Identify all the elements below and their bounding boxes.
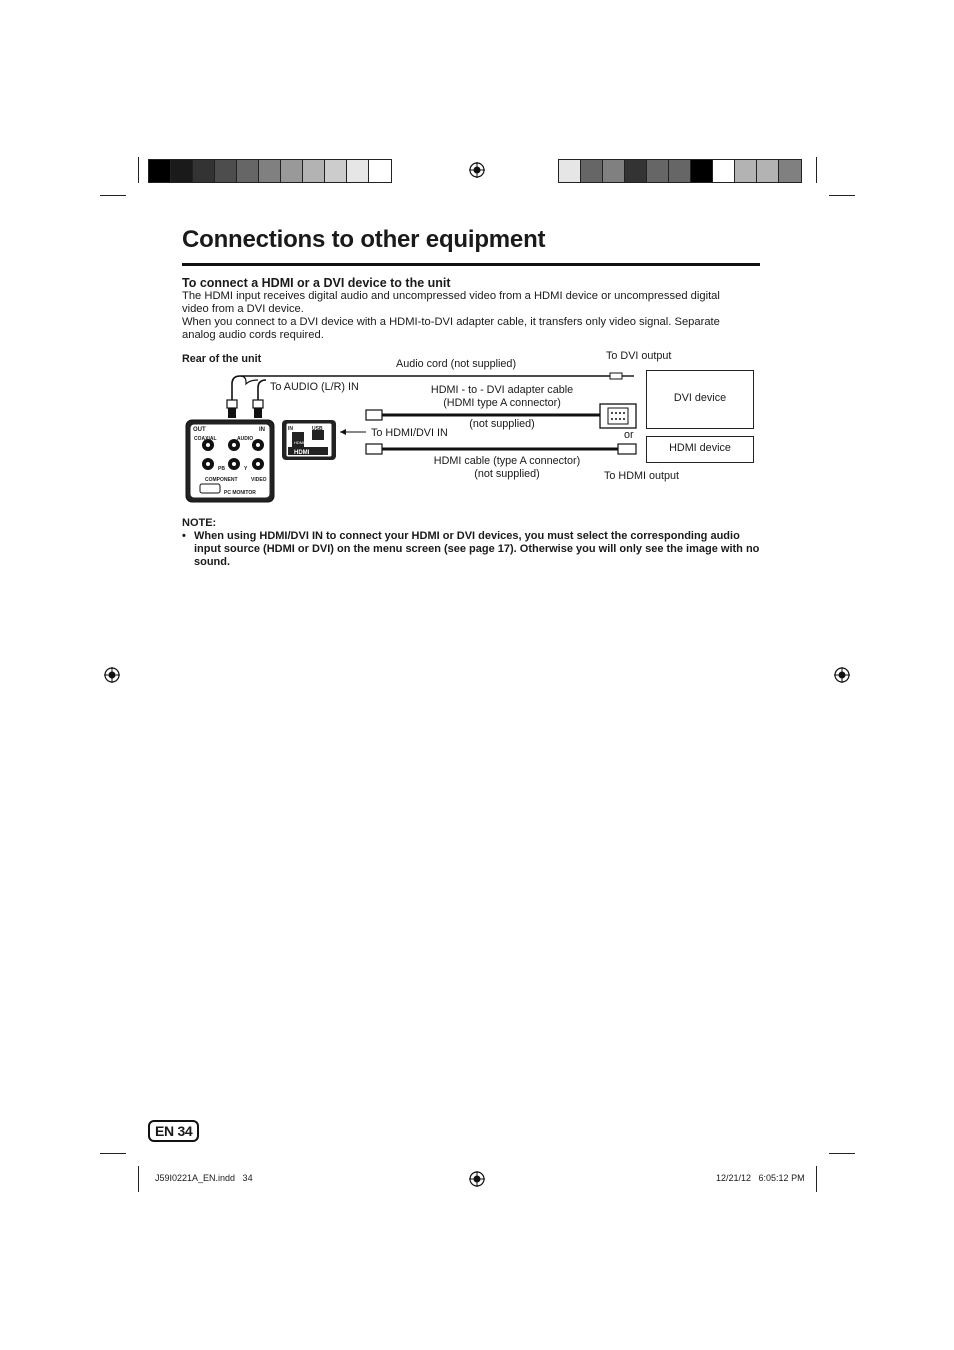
paragraph-line: video from a DVI device.	[182, 303, 304, 315]
gray-swatch	[347, 160, 369, 182]
gray-swatch	[625, 160, 647, 182]
gray-swatch	[559, 160, 581, 182]
note-text: When using HDMI/DVI IN to connect your HDMI or DVI devices, you must select the corresponding audio input source (HDMI or DVI) on the menu screen (see page 17). Otherwise you will only see the image with no sound.	[194, 530, 760, 568]
panel-hdmi-in-label: IN	[288, 426, 293, 432]
crop-mark	[100, 1153, 126, 1154]
adapter-cable-label: (not supplied)	[469, 418, 535, 430]
gray-swatch	[171, 160, 193, 182]
gray-bar-left	[148, 159, 392, 183]
hdmi-cable-label: (not supplied)	[474, 468, 540, 480]
gray-swatch	[193, 160, 215, 182]
gray-swatch	[303, 160, 325, 182]
page-number: EN 34	[148, 1120, 199, 1142]
crop-mark	[816, 157, 817, 183]
registration-mark-icon	[104, 667, 120, 683]
crop-mark	[100, 195, 126, 196]
to-hdmi-output-label: To HDMI output	[604, 470, 680, 482]
panel-usb-label: USB	[312, 426, 323, 432]
crop-mark	[829, 195, 855, 196]
gray-swatch	[237, 160, 259, 182]
crop-mark	[829, 1153, 855, 1154]
crop-mark	[816, 1166, 817, 1192]
panel-coaxial-label: COAXIAL	[194, 436, 217, 442]
panel-video-label: VIDEO	[251, 477, 267, 483]
gray-swatch	[149, 160, 171, 182]
panel-audio-label: AUDIO	[237, 436, 254, 442]
to-hdmi-dvi-in-label: To HDMI/DVI IN	[371, 427, 448, 439]
page-title: Connections to other equipment	[182, 226, 546, 253]
crop-mark	[138, 1166, 139, 1192]
panel-pb-label: PB	[218, 466, 225, 472]
gray-swatch	[259, 160, 281, 182]
to-dvi-output-label: To DVI output	[606, 350, 672, 362]
gray-swatch	[603, 160, 625, 182]
gray-swatch	[713, 160, 735, 182]
panel-hdmi-dvi-label: HDMI DVI	[294, 440, 312, 445]
dvi-device-label: DVI device	[673, 392, 727, 404]
gray-swatch	[735, 160, 757, 182]
to-audio-in-label: To AUDIO (L/R) IN	[270, 381, 359, 393]
registration-mark-icon	[469, 1171, 485, 1187]
adapter-cable-label: (HDMI type A connector)	[443, 397, 561, 409]
panel-pc-monitor-label: PC MONITOR	[224, 490, 256, 496]
gray-swatch	[757, 160, 779, 182]
panel-y-label: Y	[244, 466, 248, 472]
panel-in-label: IN	[259, 427, 265, 433]
footer-file: J59I0221A_EN.indd 34	[155, 1173, 253, 1183]
gray-swatch	[369, 160, 391, 182]
paragraph-line: The HDMI input receives digital audio and uncompressed video from a HDMI device or uncompressed digital	[182, 290, 720, 302]
panel-out-label: OUT	[193, 427, 206, 433]
paragraph-line: When you connect to a DVI device with a HDMI-to-DVI adapter cable, it transfers only video signal. Separate	[182, 316, 720, 328]
gray-swatch	[779, 160, 801, 182]
hdmi-logo: HDMI	[294, 450, 310, 456]
crop-mark	[138, 157, 139, 183]
gray-swatch	[691, 160, 713, 182]
footer-timestamp: 12/21/12 6:05:12 PM	[716, 1173, 805, 1183]
gray-swatch	[281, 160, 303, 182]
gray-bar-right	[558, 159, 802, 183]
audio-cord-label: Audio cord (not supplied)	[396, 358, 517, 370]
hdmi-device-label: HDMI device	[669, 442, 731, 454]
bullet-mark: •	[182, 530, 186, 542]
gray-swatch	[647, 160, 669, 182]
registration-mark-icon	[469, 162, 485, 178]
hdmi-cable-label: HDMI cable (type A connector)	[433, 455, 581, 467]
title-rule	[182, 263, 760, 266]
panel-component-label: COMPONENT	[205, 477, 238, 483]
gray-swatch	[215, 160, 237, 182]
gray-swatch	[581, 160, 603, 182]
registration-mark-icon	[834, 667, 850, 683]
gray-swatch	[325, 160, 347, 182]
rear-of-unit-label: Rear of the unit	[182, 353, 262, 365]
adapter-cable-label: HDMI - to - DVI adapter cable	[430, 384, 574, 396]
paragraph-line: analog audio cords required.	[182, 329, 324, 341]
section-heading: To connect a HDMI or a DVI device to the unit	[182, 276, 451, 290]
note-label: NOTE:	[182, 517, 217, 529]
gray-swatch	[669, 160, 691, 182]
or-label: or	[624, 429, 634, 441]
